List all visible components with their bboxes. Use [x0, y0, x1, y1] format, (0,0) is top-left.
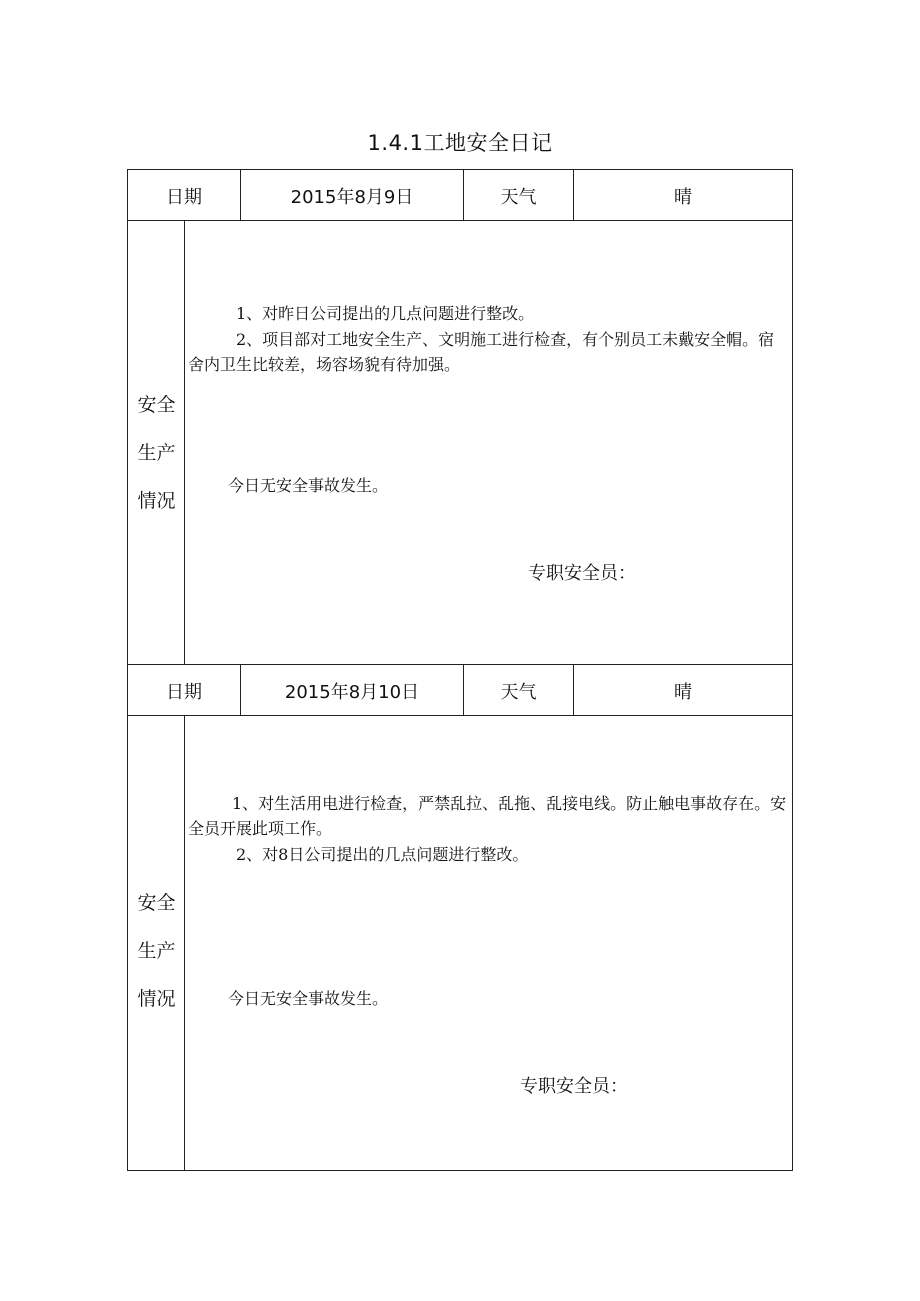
date-label: 日期 [166, 187, 202, 208]
page-title: 1.4.1工地安全日记 [367, 131, 553, 155]
section-label-line-1: 安全 [137, 394, 176, 416]
signature-label: 专职安全员： [520, 1076, 628, 1097]
section-label-line-1: 安全 [137, 892, 176, 914]
section-label-line-3: 情况 [137, 988, 176, 1010]
summary-text: 今日无安全事故发生。 [228, 476, 389, 495]
weather-value: 晴 [674, 187, 692, 208]
weather-value: 晴 [674, 682, 692, 703]
entry-2-header-row [127, 664, 793, 716]
section-label-line-3: 情况 [137, 490, 176, 512]
entry-2-body [127, 715, 793, 1171]
section-label [128, 381, 185, 525]
item-2: 2、项目部对工地安全生产、文明施工进行检查，有个别员工未戴安全帽。宿舍内卫生比较差，场容场貌有待加强。 [188, 330, 775, 374]
weather-label: 天气 [500, 682, 537, 703]
summary-text: 今日无安全事故发生。 [228, 989, 389, 1008]
section-label-line-2: 生产 [137, 940, 176, 962]
entry-1-body [127, 220, 793, 665]
item-1: 1、对生活用电进行检查，严禁乱拉、乱拖、乱接电线。防止触电事故存在。安全员开展此项工作。 [188, 794, 787, 838]
signature-label: 专职安全员： [528, 563, 636, 584]
weather-label: 天气 [500, 187, 537, 208]
item-1: 1、对昨日公司提出的几点问题进行整改。 [236, 304, 535, 323]
item-2: 2、对8日公司提出的几点问题进行整改。 [236, 845, 529, 864]
date-label: 日期 [166, 682, 202, 703]
date-value: 2015年8月10日 [284, 682, 420, 703]
entry-1-header-row [127, 169, 793, 221]
date-value: 2015年8月9日 [290, 187, 414, 208]
section-label-line-2: 生产 [137, 442, 176, 464]
section-label [128, 879, 185, 1023]
